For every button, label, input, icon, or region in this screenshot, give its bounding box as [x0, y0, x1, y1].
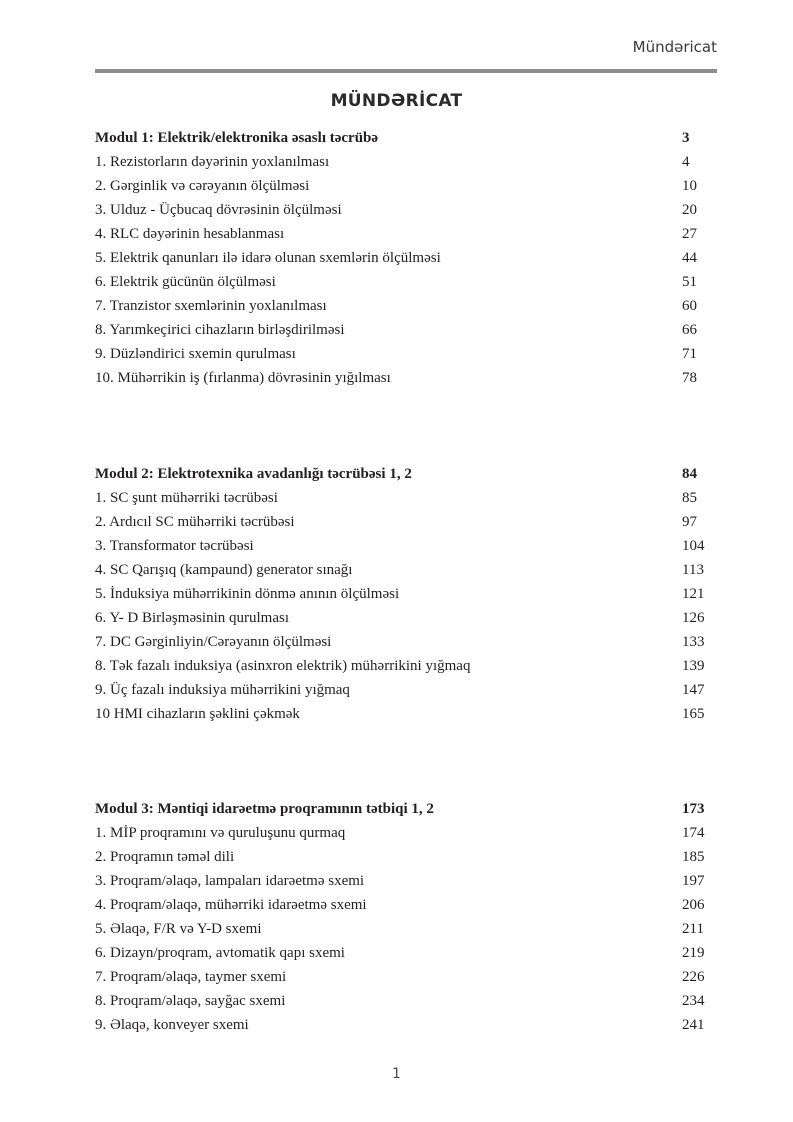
toc-entry-label: 7. Tranzistor sxemlərinin yoxlanılması: [95, 298, 327, 314]
toc-entry-label: Modul 1: Elektrik/elektronika əsaslı təcrübə: [95, 130, 379, 146]
toc-entry[interactable]: [95, 342, 700, 366]
toc-entry-page: 104: [682, 538, 705, 554]
toc-entry-page: 3: [682, 130, 690, 146]
toc-entry[interactable]: [95, 270, 700, 294]
toc-entry[interactable]: [95, 534, 705, 558]
toc-entry-page: 84: [682, 466, 697, 482]
toc-entry-label: 6. Elektrik gücünün ölçülməsi: [95, 274, 276, 290]
toc-entry-label: 9. Üç fazalı induksiya mühərrikini yığmaq: [95, 682, 350, 698]
toc-entry[interactable]: [95, 510, 700, 534]
toc-entry[interactable]: [95, 917, 704, 941]
toc-module-1: [95, 126, 700, 390]
toc-entry[interactable]: [95, 1013, 705, 1037]
toc-entry-page: 126: [682, 610, 705, 626]
toc-module-2: [95, 462, 705, 726]
toc-entry-label: 1. Rezistorların dəyərinin yoxlanılması: [95, 154, 330, 170]
toc-entry-label: Modul 2: Elektrotexnika avadanlığı təcrübəsi 1, 2: [95, 466, 412, 482]
toc-entry[interactable]: [95, 558, 704, 582]
toc-entry-label: 8. Proqram/əlaqə, sayğac sxemi: [95, 993, 286, 1009]
toc-entry-label: 9. Əlaqə, konveyer sxemi: [95, 1017, 249, 1033]
toc-entry[interactable]: [95, 486, 700, 510]
toc-entry[interactable]: [95, 869, 705, 893]
toc-entry-label: 1. MİP proqramını və quruluşunu qurmaq: [95, 825, 346, 841]
toc-entry-label: 2. Proqramın təməl dili: [95, 849, 235, 865]
toc-entry-label: 8. Tək fazalı induksiya (asinxron elektrik) mühərrikini yığmaq: [95, 658, 471, 674]
toc-entry-label: 9. Düzləndirici sxemin qurulması: [95, 346, 296, 362]
toc-entry[interactable]: [95, 150, 700, 174]
toc-entry-label: 3. Transformator təcrübəsi: [95, 538, 254, 554]
toc-entry[interactable]: [95, 965, 705, 989]
toc-entry-page: 44: [682, 250, 697, 266]
toc-entry[interactable]: [95, 893, 705, 917]
toc-entry-page: 113: [682, 562, 704, 578]
toc-entry-label: 10. Mühərrikin iş (fırlanma) dövrəsinin yığılması: [95, 370, 391, 386]
toc-entry-label: 5. İnduksiya mühərrikinin dönmə anının ölçülməsi: [95, 586, 400, 602]
toc-entry-page: 139: [682, 658, 705, 674]
toc-entry-page: 165: [682, 706, 705, 722]
toc-entry[interactable]: [95, 366, 700, 390]
toc-entry-page: 241: [682, 1017, 705, 1033]
toc-entry-page: 121: [682, 586, 705, 602]
toc-entry[interactable]: [95, 678, 705, 702]
toc-entry-page: 206: [682, 897, 705, 913]
toc-entry-page: 133: [682, 634, 705, 650]
toc-entry-page: 20: [682, 202, 697, 218]
toc-entry-label: 5. Əlaqə, F/R və Y-D sxemi: [95, 921, 262, 937]
toc-entry-page: 66: [682, 322, 697, 338]
toc-entry-label: Modul 3: Məntiqi idarəetmə proqramının tətbiqi 1, 2: [95, 801, 434, 817]
running-header: Mündəricat: [632, 38, 717, 56]
toc-entry-page: 173: [682, 801, 705, 817]
toc-entry-page: 174: [682, 825, 705, 841]
toc-entry[interactable]: [95, 174, 700, 198]
toc-entry-page: 60: [682, 298, 697, 314]
toc-entry[interactable]: [95, 582, 705, 606]
toc-entry[interactable]: [95, 845, 705, 869]
toc-module-heading[interactable]: [95, 126, 700, 150]
toc-entry[interactable]: [95, 294, 700, 318]
toc-entry[interactable]: [95, 702, 705, 726]
toc-entry-page: 4: [682, 154, 690, 170]
toc-entry-page: 85: [682, 490, 697, 506]
toc-entry-page: 97: [682, 514, 697, 530]
toc-entry-page: 10: [682, 178, 697, 194]
toc-entry-label: 1. SC şunt mühərriki təcrübəsi: [95, 490, 278, 506]
toc-entry-label: 4. SC Qarışıq (kampaund) generator sınağı: [95, 562, 353, 578]
toc-entry-page: 147: [682, 682, 705, 698]
toc-entry-label: 3. Ulduz - Üçbucaq dövrəsinin ölçülməsi: [95, 202, 342, 218]
toc-entry-page: 71: [682, 346, 697, 362]
toc-module-heading[interactable]: [95, 797, 705, 821]
toc-module-heading[interactable]: [95, 462, 700, 486]
toc-entry-label: 2. Gərginlik və cərəyanın ölçülməsi: [95, 178, 310, 194]
header-rule: [95, 69, 717, 73]
toc-entry[interactable]: [95, 941, 705, 965]
toc-entry-page: 197: [682, 873, 705, 889]
toc-entry-label: 3. Proqram/əlaqə, lampaları idarəetmə sxemi: [95, 873, 365, 889]
toc-entry-page: 51: [682, 274, 697, 290]
toc-entry-label: 6. Dizayn/proqram, avtomatik qapı sxemi: [95, 945, 345, 961]
toc-entry-page: 27: [682, 226, 697, 242]
toc-entry-label: 6. Y- D Birləşməsinin qurulması: [95, 610, 290, 626]
toc-entry-label: 5. Elektrik qanunları ilə idarə olunan sxemlərin ölçülməsi: [95, 250, 441, 266]
toc-entry[interactable]: [95, 198, 700, 222]
toc-entry-label: 8. Yarımkeçirici cihazların birləşdirilməsi: [95, 322, 345, 338]
toc-entry[interactable]: [95, 246, 700, 270]
toc-entry-page: 78: [682, 370, 697, 386]
toc-entry-page: 185: [682, 849, 705, 865]
toc-entry-label: 4. Proqram/əlaqə, mühərriki idarəetmə sxemi: [95, 897, 367, 913]
toc-entry-page: 211: [682, 921, 704, 937]
toc-entry[interactable]: [95, 606, 705, 630]
toc-entry[interactable]: [95, 821, 705, 845]
toc-entry-page: 219: [682, 945, 705, 961]
toc-entry-label: 2. Ardıcıl SC mühərriki təcrübəsi: [95, 514, 295, 530]
toc-entry-page: 234: [682, 993, 705, 1009]
toc-entry[interactable]: [95, 318, 700, 342]
toc-entry-label: 7. Proqram/əlaqə, taymer sxemi: [95, 969, 287, 985]
toc-entry-page: 226: [682, 969, 705, 985]
toc-entry[interactable]: [95, 989, 705, 1013]
page-number: 1: [392, 1066, 401, 1082]
toc-entry[interactable]: [95, 654, 705, 678]
toc-title: MÜNDƏRİCAT: [330, 91, 463, 111]
toc-entry-label: 7. DC Gərginliyin/Cərəyanın ölçülməsi: [95, 634, 332, 650]
toc-entry[interactable]: [95, 222, 700, 246]
toc-entry-label: 10 HMI cihazların şəklini çəkmək: [95, 706, 300, 722]
toc-entry[interactable]: [95, 630, 705, 654]
toc-module-3: [95, 797, 705, 1037]
toc-entry-label: 4. RLC dəyərinin hesablanması: [95, 226, 285, 242]
